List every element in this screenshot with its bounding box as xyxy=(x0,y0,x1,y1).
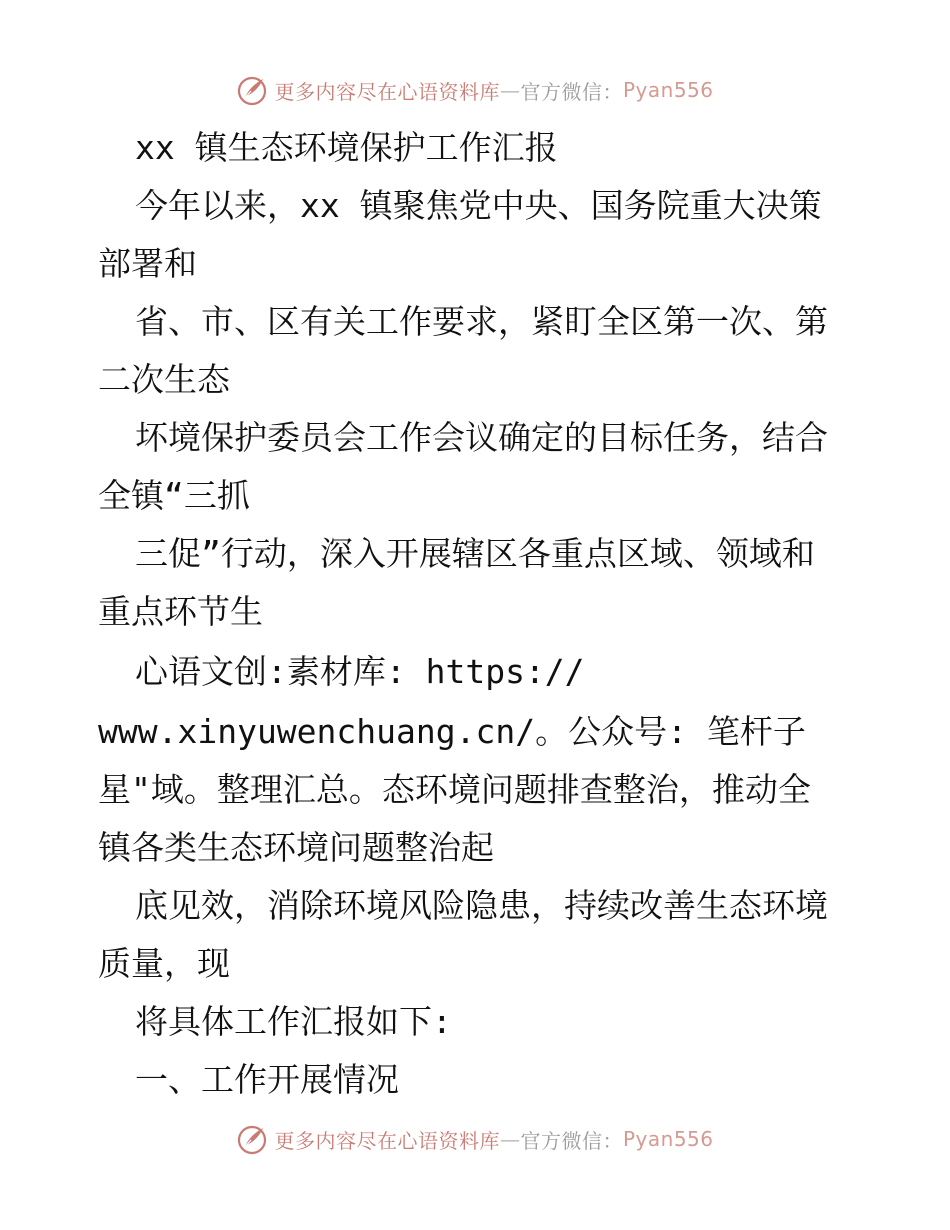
paragraph-line: 重点环节生 xyxy=(98,592,263,631)
paragraph-line: 镇各类生态环境问题整治起 xyxy=(98,828,494,867)
paragraph-line: 底见效，消除环境风险隐患，持续改善生态环境 xyxy=(135,886,828,925)
watermark-banner-top xyxy=(0,70,950,110)
paragraph-line: 将具体工作汇报如下: xyxy=(135,1002,452,1041)
watermark-main-text: 更多内容尽在心语资料库 xyxy=(274,79,500,104)
paragraph-line: 三促”行动，深入开展辖区各重点区域、领域和 xyxy=(135,534,815,573)
paragraph-line: 星"域。整理汇总。态环境问题排查整治，推动全 xyxy=(98,770,811,809)
paragraph-line: 心语文创:素材库: https:// xyxy=(135,652,585,691)
paragraph-line: 全镇“三抓 xyxy=(98,476,250,515)
watermark-wechat-label: 官方微信： xyxy=(520,1128,623,1153)
paragraph-line: www.xinyuwenchuang.cn/。公众号: 笔杆子 xyxy=(98,712,806,751)
watermark-banner-bottom xyxy=(0,1119,950,1159)
paragraph-line: 坏境保护委员会工作会议确定的目标任务，结合 xyxy=(135,418,828,457)
paragraph-line: 质量，现 xyxy=(98,944,230,983)
watermark-wechat-id: Pyan556 xyxy=(622,78,714,102)
paragraph-line: 今年以来，xx 镇聚焦党中央、国务院重大决策 xyxy=(135,186,822,225)
watermark-separator: — xyxy=(499,78,521,102)
watermark-main-text: 更多内容尽在心语资料库 xyxy=(274,1128,500,1153)
paragraph-line: 二次生态 xyxy=(98,360,230,399)
paragraph-line: 省、市、区有关工作要求，紧盯全区第一次、第 xyxy=(135,302,828,341)
document-title: xx 镇生态环境保护工作汇报 xyxy=(135,128,558,167)
watermark-wechat-id: Pyan556 xyxy=(622,1127,714,1151)
feather-pen-icon xyxy=(236,74,268,106)
paragraph-line: 部署和 xyxy=(98,244,197,283)
feather-pen-icon xyxy=(236,1123,268,1155)
section-heading: 一、工作开展情况 xyxy=(135,1060,399,1099)
watermark-separator: — xyxy=(499,1127,521,1151)
watermark-wechat-label: 官方微信： xyxy=(520,79,623,104)
